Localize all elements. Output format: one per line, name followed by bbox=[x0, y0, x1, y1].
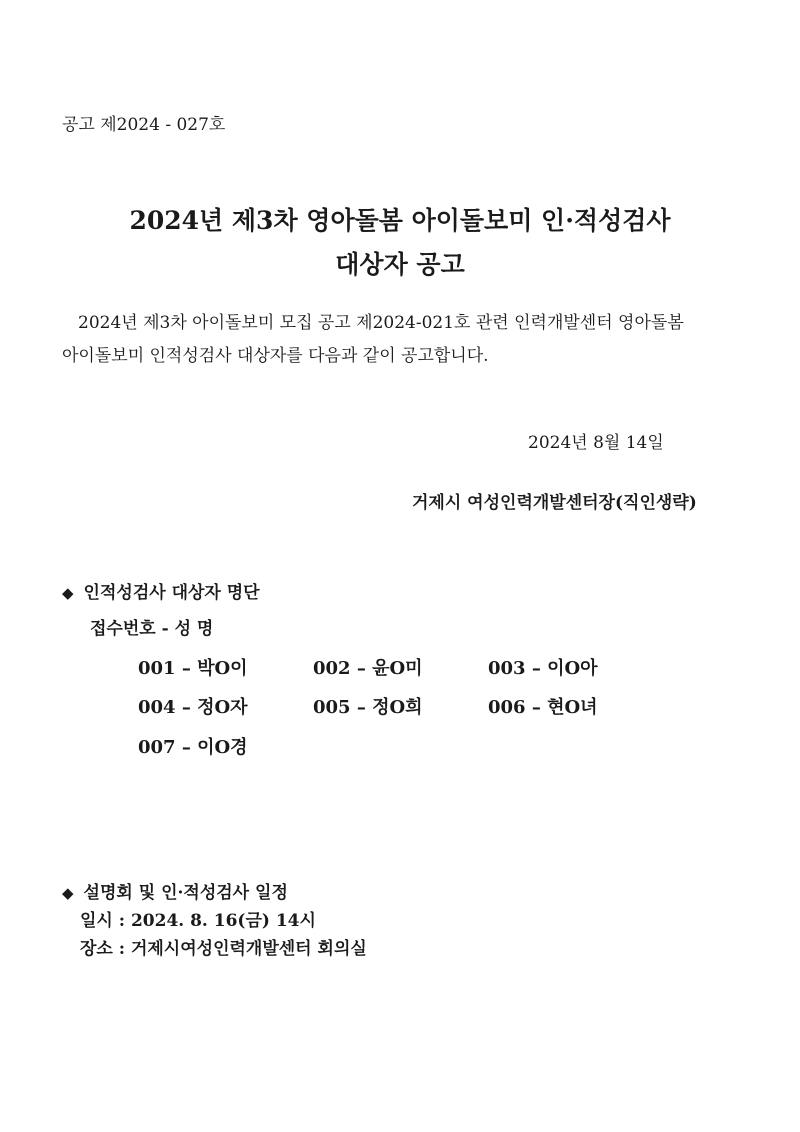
diamond-bullet-icon: ◆ bbox=[62, 884, 74, 902]
diamond-bullet-icon: ◆ bbox=[62, 584, 74, 602]
notice-date: 2024년 8월 14일 bbox=[528, 433, 664, 453]
list-column-header: 접수번호 - 성 명 bbox=[90, 619, 214, 639]
notice-number: 공고 제2024 - 027호 bbox=[62, 115, 226, 135]
section-schedule-heading bbox=[62, 878, 288, 903]
section-heading-text: 인적성검사 대상자 명단 bbox=[83, 583, 260, 603]
schedule-datetime: 일시 : 2024. 8. 16(금) 14시 bbox=[80, 911, 316, 931]
candidate-entry-003: 003 – 이O아 bbox=[488, 658, 598, 679]
body-paragraph-line1: 2024년 제3차 아이돌보미 모집 공고 제2024-021호 관련 인력개발센터 영아돌봄 bbox=[78, 313, 684, 333]
notice-title-line2: 대상자 공고 bbox=[335, 250, 465, 279]
candidate-entry-005: 005 – 정O희 bbox=[313, 697, 423, 718]
section-candidate-list-heading bbox=[62, 578, 260, 603]
schedule-place: 장소 : 거제시여성인력개발센터 회의실 bbox=[80, 939, 367, 959]
candidate-entry-007: 007 – 이O경 bbox=[138, 737, 248, 758]
candidate-entry-002: 002 – 윤O미 bbox=[313, 658, 423, 679]
candidate-entry-001: 001 – 박O이 bbox=[138, 658, 248, 679]
section-heading-text: 설명회 및 인·적성검사 일정 bbox=[83, 883, 288, 903]
candidate-entry-004: 004 – 정O자 bbox=[138, 697, 248, 718]
notice-title-line1: 2024년 제3차 영아돌봄 아이돌보미 인·적성검사 bbox=[129, 206, 671, 235]
candidate-entry-006: 006 – 현O녀 bbox=[488, 697, 598, 718]
body-paragraph-line2: 아이돌보미 인적성검사 대상자를 다음과 같이 공고합니다. bbox=[62, 346, 489, 366]
issuer-signature: 거제시 여성인력개발센터장(직인생략) bbox=[412, 493, 697, 513]
